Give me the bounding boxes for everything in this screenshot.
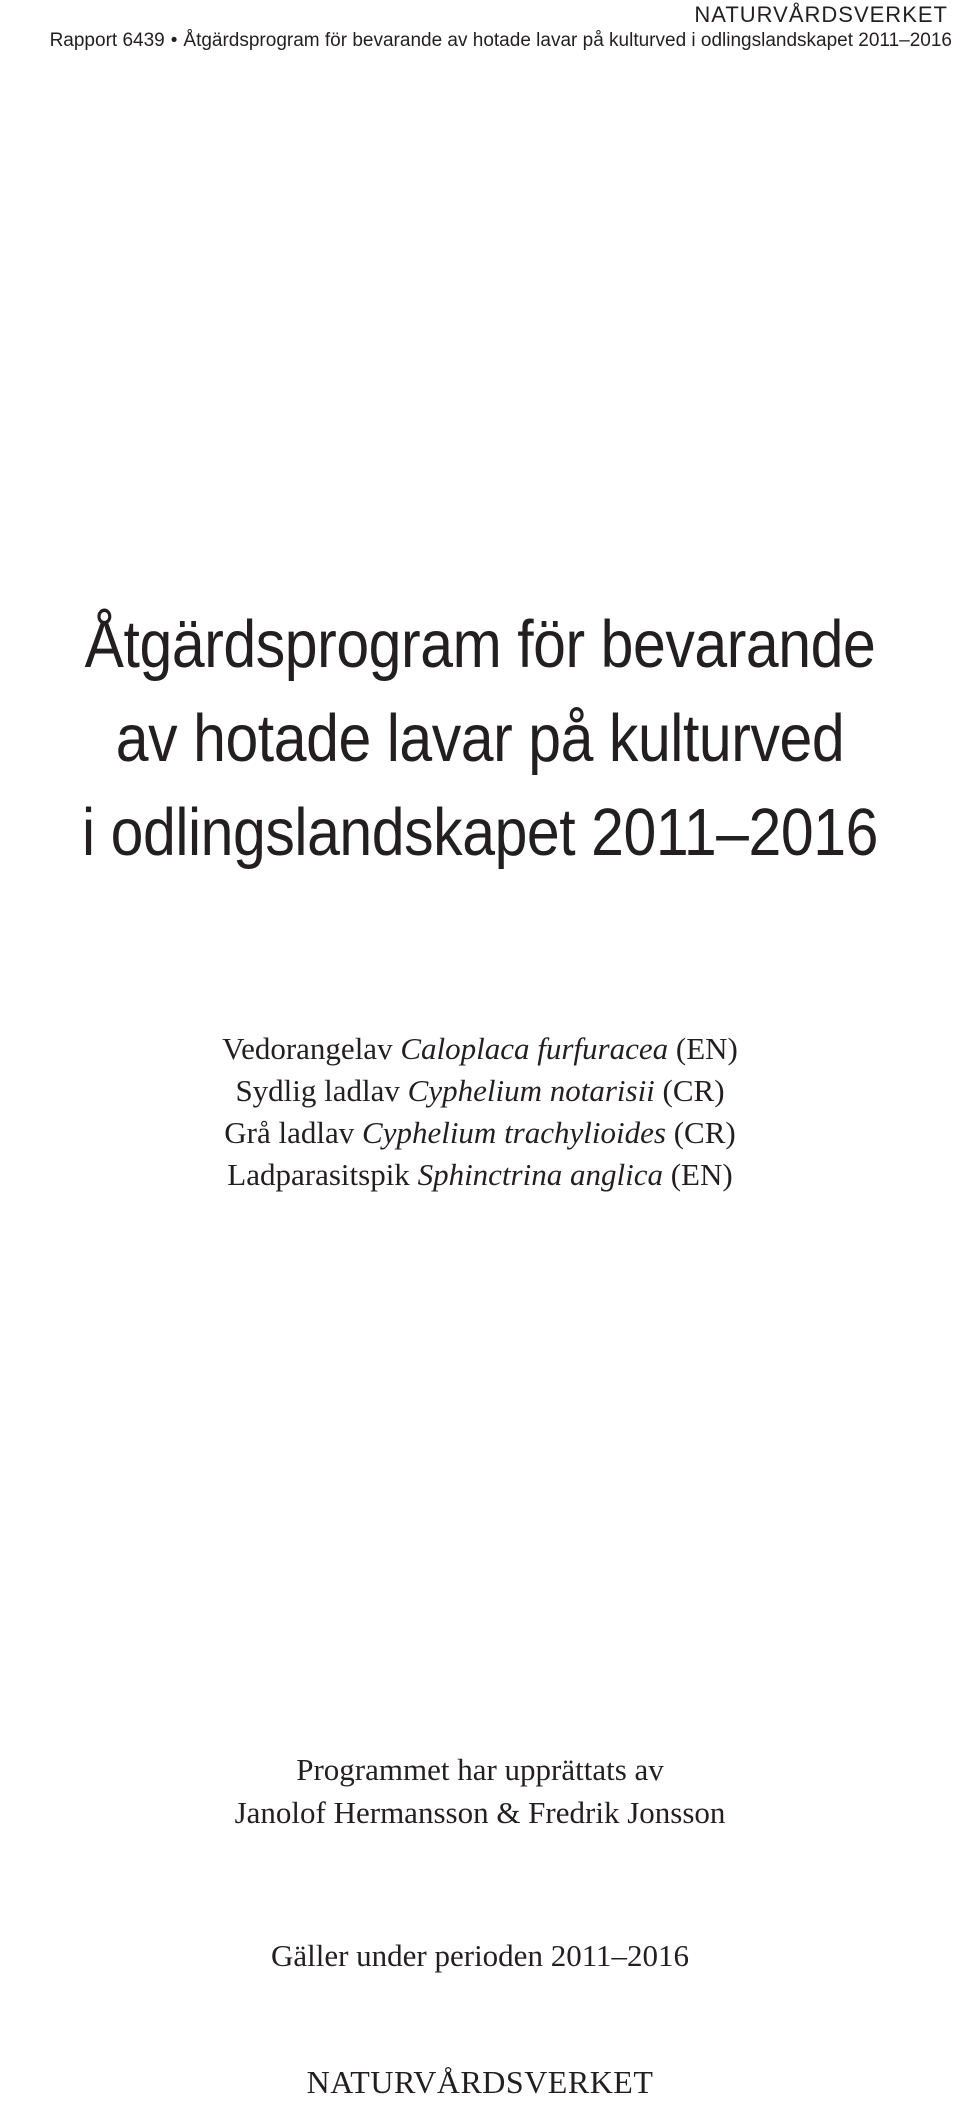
species-list (0, 1028, 960, 1196)
species-common-name: Vedorangelav (222, 1031, 393, 1066)
title-line: i odlingslandskapet 2011–2016 (82, 795, 878, 870)
species-latin-name: Caloplaca furfuracea (400, 1031, 669, 1066)
species-item (0, 1070, 960, 1112)
document-title (58, 598, 903, 880)
species-status: (EN) (675, 1031, 738, 1066)
authors-block (0, 1748, 960, 1834)
species-latin-name: Cyphelium trachylioides (362, 1115, 666, 1150)
footer-organization: NATURVÅRDSVERKET (306, 2064, 654, 2100)
species-item (0, 1028, 960, 1070)
header-organization: NATURVÅRDSVERKET (694, 2, 948, 27)
header-report-line (4, 30, 952, 52)
species-latin-name: Sphinctrina anglica (417, 1157, 663, 1192)
report-number: Rapport 6439 (49, 30, 165, 51)
title-line: Åtgärdsprogram för bevarande (84, 607, 876, 682)
report-title-running: Åtgärdsprogram för bevarande av hotade lavar på kulturved i odlingslandskapet 2011–2016 (183, 30, 952, 51)
species-status: (EN) (670, 1157, 733, 1192)
species-item (0, 1112, 960, 1154)
authors-intro: Programmet har upprättats av (296, 1752, 664, 1787)
species-common-name: Grå ladlav (224, 1115, 355, 1150)
species-common-name: Ladparasitspik (227, 1157, 410, 1192)
validity-period: Gäller under perioden 2011–2016 (270, 1938, 690, 1973)
bullet-separator: • (170, 30, 178, 51)
species-common-name: Sydlig ladlav (235, 1073, 400, 1108)
species-latin-name: Cyphelium notarisii (407, 1073, 655, 1108)
species-status: (CR) (673, 1115, 736, 1150)
authors-names: Janolof Hermansson & Fredrik Jonsson (234, 1795, 726, 1830)
title-line: av hotade lavar på kulturved (115, 701, 845, 776)
species-item (0, 1154, 960, 1196)
species-status: (CR) (662, 1073, 725, 1108)
